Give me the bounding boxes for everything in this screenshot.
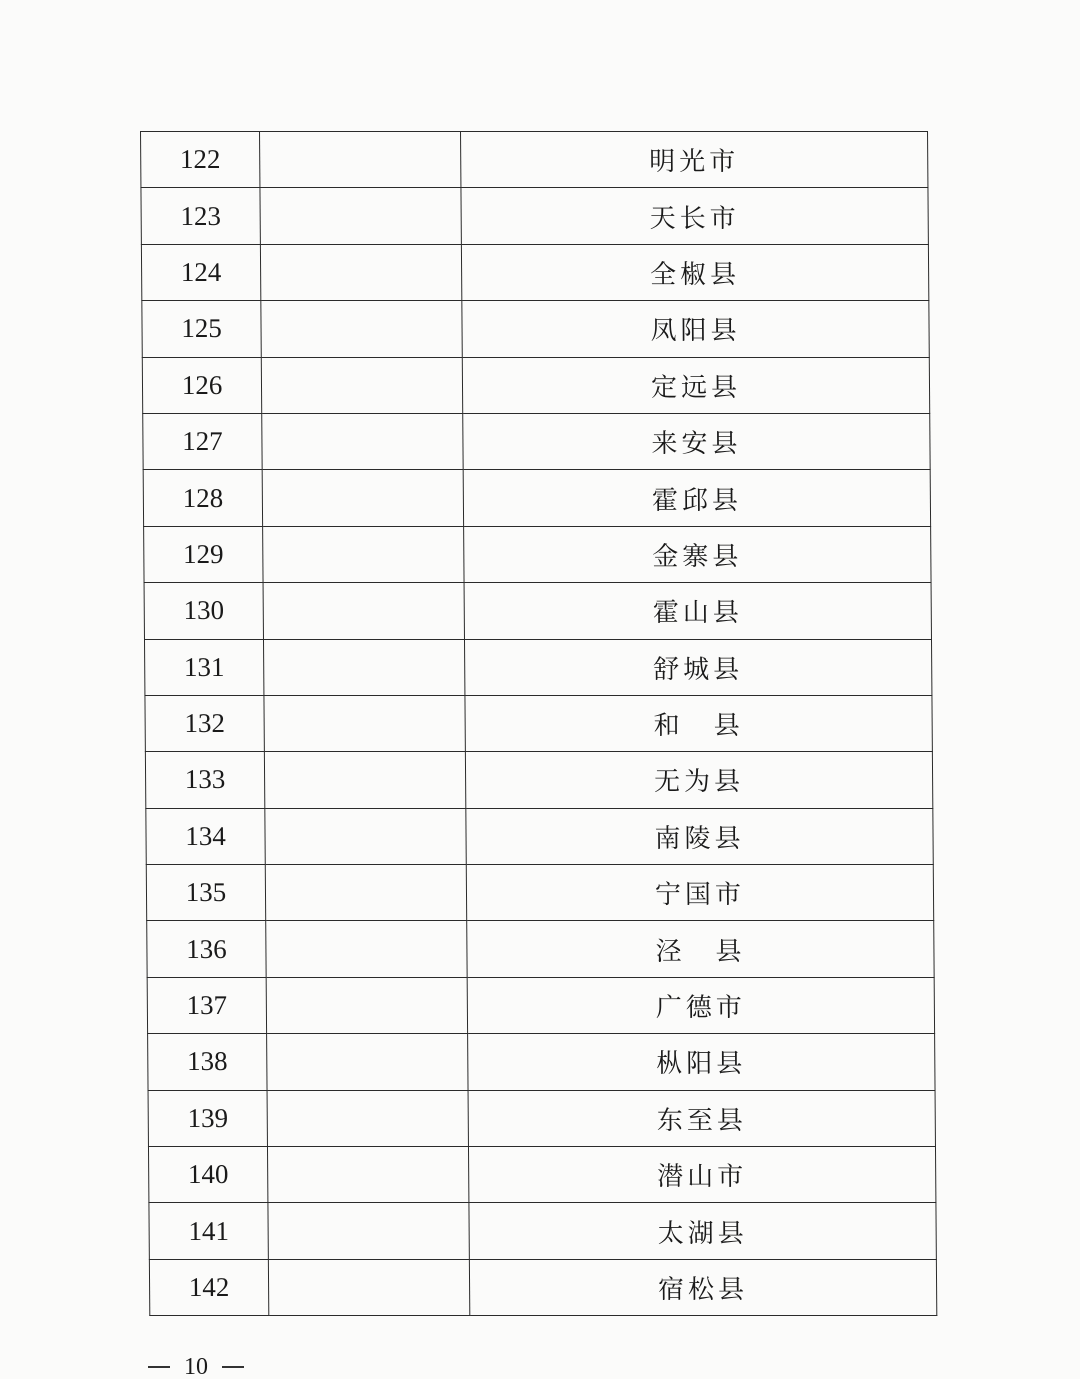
county-list-table <box>140 131 937 1316</box>
county-name-cell: 南陵县 <box>466 808 933 864</box>
empty-middle-cell <box>260 188 461 244</box>
row-number-cell: 138 <box>148 1034 267 1090</box>
row-number-cell: 140 <box>148 1147 267 1203</box>
county-name-cell: 霍邱县 <box>463 470 930 526</box>
table-row <box>144 639 931 695</box>
table-row <box>144 583 931 639</box>
table-row <box>142 357 929 413</box>
county-name-cell: 东至县 <box>468 1090 935 1146</box>
row-number-cell: 137 <box>147 977 266 1033</box>
county-name-cell: 天长市 <box>461 188 928 244</box>
empty-middle-cell <box>267 1034 468 1090</box>
row-number-cell: 129 <box>144 526 263 582</box>
county-name-cell: 舒城县 <box>464 639 931 695</box>
table-row <box>147 977 934 1033</box>
page-number: 10 <box>184 1353 208 1380</box>
empty-middle-cell <box>264 752 465 808</box>
row-number-cell: 124 <box>141 244 260 300</box>
county-name-cell: 定远县 <box>462 357 929 413</box>
empty-middle-cell <box>266 921 467 977</box>
row-number-cell: 122 <box>141 132 260 188</box>
empty-middle-cell <box>263 583 464 639</box>
row-number-cell: 142 <box>149 1259 268 1315</box>
footer-dash-left <box>148 1366 170 1368</box>
county-name-cell: 泾 县 <box>467 921 934 977</box>
empty-middle-cell <box>262 413 463 469</box>
empty-middle-cell <box>263 639 464 695</box>
empty-middle-cell <box>267 1147 468 1203</box>
row-number-cell: 133 <box>145 752 264 808</box>
row-number-cell: 135 <box>146 865 265 921</box>
table-row <box>144 526 931 582</box>
table-row <box>141 244 928 300</box>
row-number-cell: 136 <box>147 921 266 977</box>
row-number-cell: 123 <box>141 188 260 244</box>
table-row <box>149 1259 936 1315</box>
empty-middle-cell <box>268 1259 469 1315</box>
row-number-cell: 125 <box>142 301 261 357</box>
table-row <box>148 1034 935 1090</box>
county-name-cell: 明光市 <box>461 132 928 188</box>
county-name-cell: 潜山市 <box>468 1147 935 1203</box>
empty-middle-cell <box>264 695 465 751</box>
row-number-cell: 131 <box>144 639 263 695</box>
table-row <box>143 413 930 469</box>
table-row <box>143 470 930 526</box>
empty-middle-cell <box>260 132 461 188</box>
county-name-cell: 广德市 <box>467 977 934 1033</box>
row-number-cell: 127 <box>143 413 262 469</box>
county-name-cell: 和 县 <box>465 695 932 751</box>
county-name-cell: 全椒县 <box>461 244 928 300</box>
county-name-cell: 枞阳县 <box>468 1034 935 1090</box>
table-row <box>147 921 934 977</box>
county-name-cell: 霍山县 <box>464 583 931 639</box>
row-number-cell: 128 <box>143 470 262 526</box>
table-row <box>145 752 932 808</box>
empty-middle-cell <box>265 808 466 864</box>
table-row <box>141 132 928 188</box>
table-row <box>146 808 933 864</box>
table-row <box>142 301 929 357</box>
page-footer <box>148 1352 268 1382</box>
table-body <box>141 132 937 1316</box>
county-name-cell: 宿松县 <box>469 1259 936 1315</box>
empty-middle-cell <box>260 244 461 300</box>
row-number-cell: 126 <box>142 357 261 413</box>
table-row <box>146 865 933 921</box>
table-row <box>149 1203 936 1259</box>
empty-middle-cell <box>268 1203 469 1259</box>
empty-middle-cell <box>267 1090 468 1146</box>
row-number-cell: 141 <box>149 1203 268 1259</box>
empty-middle-cell <box>263 526 464 582</box>
county-name-cell: 金寨县 <box>464 526 931 582</box>
row-number-cell: 130 <box>144 583 263 639</box>
row-number-cell: 132 <box>145 695 264 751</box>
county-name-cell: 宁国市 <box>466 865 933 921</box>
row-number-cell: 134 <box>146 808 265 864</box>
county-name-cell: 来安县 <box>463 413 930 469</box>
table-row <box>141 188 928 244</box>
county-name-cell: 太湖县 <box>469 1203 936 1259</box>
empty-middle-cell <box>261 357 462 413</box>
row-number-cell: 139 <box>148 1090 267 1146</box>
table-row <box>148 1147 935 1203</box>
empty-middle-cell <box>266 977 467 1033</box>
empty-middle-cell <box>261 301 462 357</box>
county-name-cell: 凤阳县 <box>462 301 929 357</box>
empty-middle-cell <box>265 865 466 921</box>
empty-middle-cell <box>262 470 463 526</box>
county-name-cell: 无为县 <box>465 752 932 808</box>
table-row <box>148 1090 935 1146</box>
footer-dash-right <box>222 1366 244 1368</box>
table-row <box>145 695 932 751</box>
